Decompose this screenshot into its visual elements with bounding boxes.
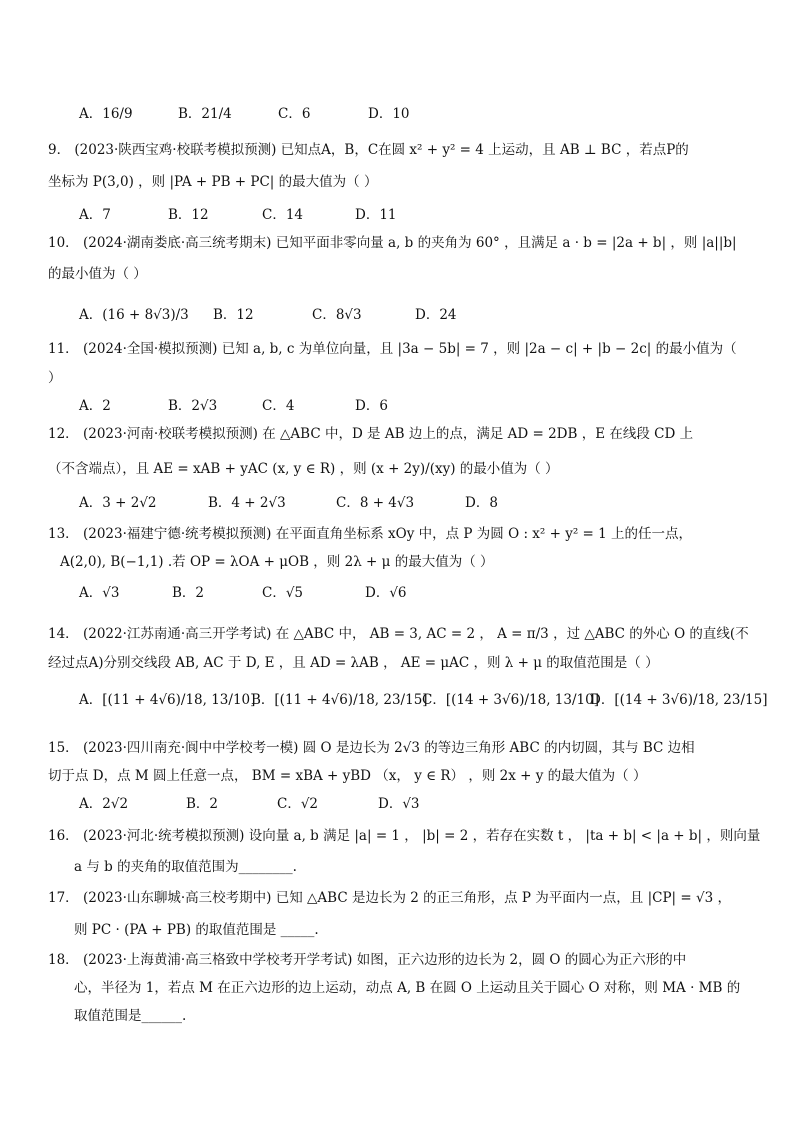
q11-option-c: C．4 — [262, 398, 295, 414]
q18-line3: 取值范围是______. — [74, 1008, 187, 1024]
q9-option-b: B．12 — [168, 207, 209, 223]
q11-option-a: A．2 — [79, 398, 111, 414]
q13-option-a: A．√3 — [79, 585, 120, 601]
q10-option-d: D．24 — [415, 307, 457, 323]
q11-line2: ） — [48, 370, 62, 386]
q14-option-c: C．[(14 + 3√6)/18, 13/10] — [422, 692, 599, 708]
q14-option-d: D．[(14 + 3√6)/18, 23/15] — [590, 692, 768, 708]
q15-option-c: C．√2 — [277, 796, 319, 812]
q11-option-d: D．6 — [355, 398, 388, 414]
q11-line1: 11． (2024·全国·模拟预测) 已知 a, b, c 为单位向量，且 |3a − 5b| = 7 ，则 |2a − c| + |b − 2c| 的最小值为（ — [48, 341, 737, 357]
q17-line2: 则 PC · (PA + PB) 的取值范围是 _____. — [74, 922, 319, 938]
q12-option-c: C．8 + 4√3 — [336, 495, 415, 511]
q13-line2: A(2,0), B(−1,1) .若 OP = λOA + μOB ，则 2λ + μ 的最大值为（ ） — [60, 554, 494, 570]
q12-option-a: A．3 + 2√2 — [79, 495, 157, 511]
q8-option-b: B．21/4 — [178, 106, 232, 122]
q9-line2: 坐标为 P(3,0) ，则 |PA + PB + PC| 的最大值为（ ） — [48, 174, 378, 190]
q15-option-d: D．√3 — [378, 796, 420, 812]
q14-option-b: B．[(11 + 4√6)/18, 23/15] — [251, 692, 428, 708]
q14-line2: 经过点A)分别交线段 AB, AC 于 D, E ，且 AD = λAB ， AE = μAC ，则 λ + μ 的取值范围是（ ） — [48, 655, 659, 671]
q13-option-d: D．√6 — [365, 585, 407, 601]
q12-line2: （不含端点），且 AE = xAB + yAC (x, y ∈ R) ，则 (x + 2y)/(xy) 的最小值为（ ） — [48, 461, 559, 477]
q12-option-d: D．8 — [465, 495, 498, 511]
q18-line2: 心，半径为 1，若点 M 在正六边形的边上运动，动点 A, B 在圆 O 上运动且关于圆心 O 对称，则 MA · MB 的 — [74, 980, 741, 996]
q17-line1: 17． (2023·山东聊城·高三校考期中) 已知 △ABC 是边长为 2 的正三角形，点 P 为平面内一点，且 |CP| = √3 ， — [48, 890, 731, 906]
q10-option-b: B．12 — [213, 307, 254, 323]
q12-option-b: B．4 + 2√3 — [208, 495, 286, 511]
q14-line1: 14． (2022·江苏南通·高三开学考试) 在 △ABC 中， AB = 3, AC = 2 ， A = π/3 ，过 △ABC 的外心 O 的直线(不 — [48, 626, 749, 642]
q13-line1: 13． (2023·福建宁德·统考模拟预测) 在平面直角坐标系 xOy 中，点 P 为圆 O : x² + y² = 1 上的任一点， — [48, 526, 693, 542]
q10-line2: 的最小值为（ ） — [48, 266, 147, 282]
q15-option-b: B．2 — [186, 796, 219, 812]
q13-option-c: C．√5 — [262, 585, 304, 601]
q9-option-c: C．14 — [262, 207, 304, 223]
q10-option-c: C．8√3 — [312, 307, 362, 323]
q16-line1: 16． (2023·河北·统考模拟预测) 设向量 a, b 满足 |a| = 1 ， |b| = 2 ，若存在实数 t ， |ta + b| < |a + b| ，则向量 — [48, 828, 761, 844]
q8-option-d: D．10 — [368, 106, 410, 122]
q15-line1: 15． (2023·四川南充·阆中中学校考一模) 圆 O 是边长为 2√3 的等边三角形 ABC 的内切圆，其与 BC 边相 — [48, 740, 695, 756]
q10-option-a: A．(16 + 8√3)/3 — [79, 307, 189, 323]
q13-option-b: B．2 — [172, 585, 205, 601]
q8-option-a: A．16/9 — [79, 106, 133, 122]
q14-option-a: A．[(11 + 4√6)/18, 13/10] — [79, 692, 256, 708]
q18-line1: 18． (2023·上海黄浦·高三格致中学校考开学考试) 如图，正六边形的边长为 2，圆 O 的圆心为正六形的中 — [48, 952, 687, 968]
q9-option-a: A．7 — [79, 207, 111, 223]
q10-line1: 10． (2024·湖南娄底·高三统考期末) 已知平面非零向量 a, b 的夹角为 60° ，且满足 a · b = |2a + b| ，则 |a||b| — [48, 235, 737, 251]
q16-line2: a 与 b 的夹角的取值范围为________. — [74, 859, 297, 875]
q15-line2: 切于点 D，点 M 圆上任意一点， BM = xBA + yBD （x， y ∈ R） ，则 2x + y 的最大值为（ ） — [48, 768, 647, 784]
q15-option-a: A．2√2 — [79, 796, 129, 812]
q9-line1: 9． (2023·陕西宝鸡·校联考模拟预测) 已知点A，B，C在圆 x² + y² = 4 上运动，且 AB ⊥ BC ，若点P的 — [48, 142, 689, 158]
q12-line1: 12． (2023·河南·校联考模拟预测) 在 △ABC 中，D 是 AB 边上的点，满足 AD = 2DB ，E 在线段 CD 上 — [48, 426, 694, 442]
q9-option-d: D．11 — [355, 207, 397, 223]
q11-option-b: B．2√3 — [168, 398, 218, 414]
q8-option-c: C．6 — [278, 106, 311, 122]
